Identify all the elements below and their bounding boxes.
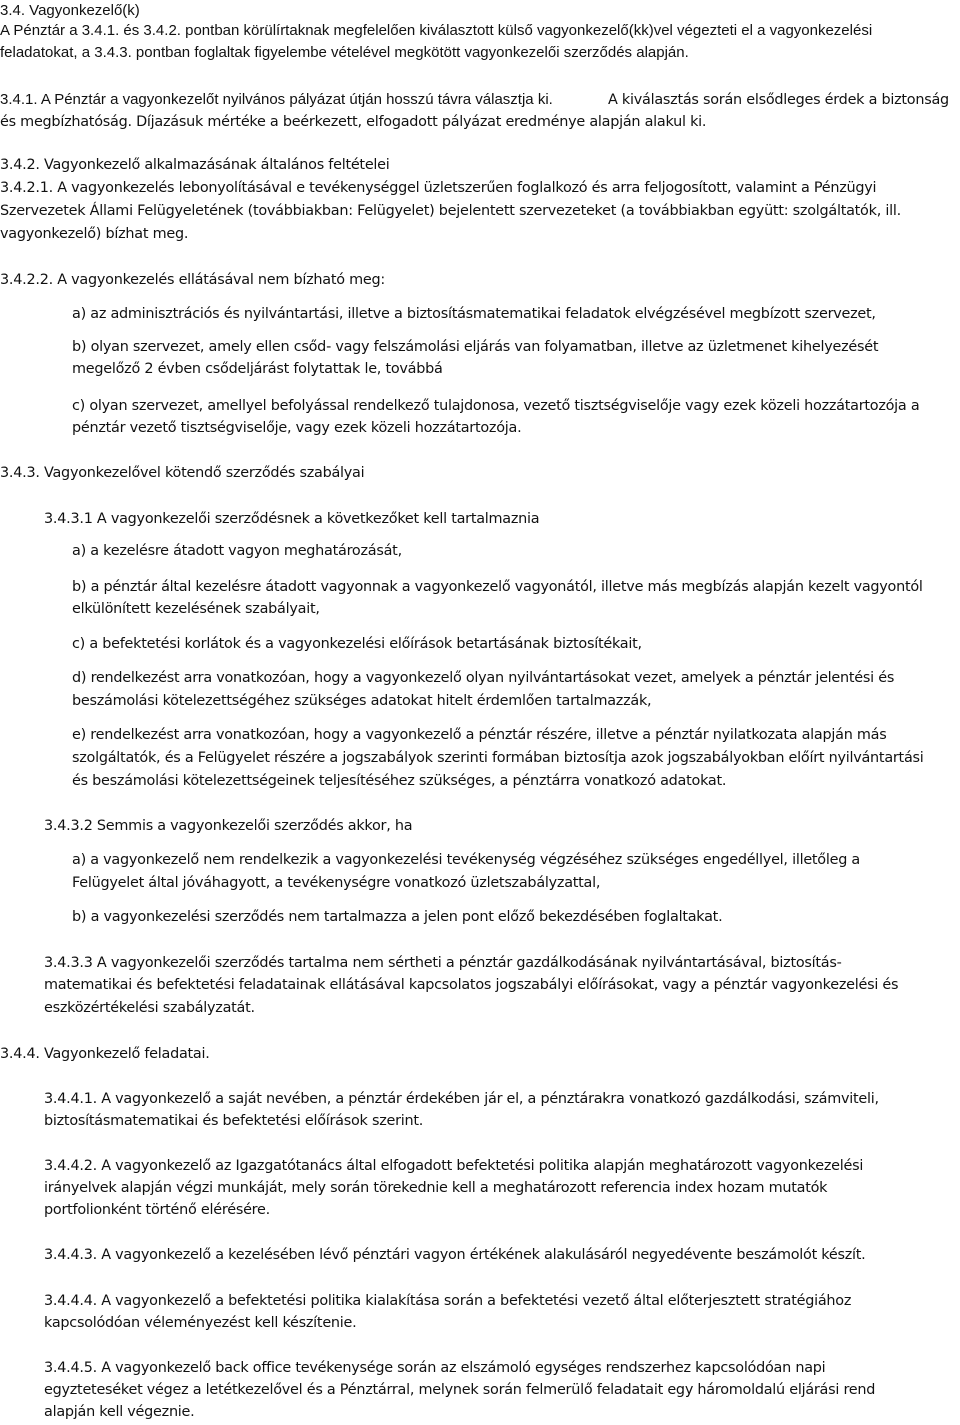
p3442-line-2: irányelvek alapján végzi munkáját, mely során törekednie kell a meghatározott referencia index hozam mutatók bbox=[44, 1180, 828, 1196]
p3422-item-a: a) az adminisztrációs és nyilvántartási, illetve a biztosításmatematikai feladatok elvégzésével megbízott szervezet, bbox=[72, 306, 876, 322]
p3431-item-d-line-2: beszámolási kötelezettségéhez szükséges adatokat hitelt érdemlően tartalmazzák, bbox=[72, 693, 652, 709]
p3432-item-a-line-1: a) a vagyonkezelő nem rendelkezik a vagyonkezelési tevékenység végzéséhez szükséges engedéllyel, illetőleg a bbox=[72, 852, 860, 868]
p3431-item-e-line-2: szolgáltatók, és a Felügyelet részére a jogszabályok szerinti formában biztosítja azok jogszabályokban előírt nyilvántartási bbox=[72, 750, 924, 766]
p3431-item-c: c) a befektetési korlátok és a vagyonkezelési előírások betartásának biztosítékait, bbox=[72, 636, 642, 652]
p341-line-1b: A kiválasztás során elsődleges érdek a biztonság bbox=[608, 92, 949, 108]
p3444-line-1: 3.4.4.4. A vagyonkezelő a befektetési politika kialakítása során a befektetési vezető által előterjesztett stratégiához bbox=[44, 1293, 852, 1309]
p341-line-2: és megbízhatóság. Díjazásuk mértéke a beérkezett, elfogadott pályázat eredménye alapján alakul ki. bbox=[0, 114, 707, 130]
p3431-item-b-line-1: b) a pénztár által kezelésre átadott vagyonnak a vagyonkezelő vagyonától, illetve más megbízás alapján kezelt vagyontól bbox=[72, 579, 923, 595]
p3444-line-2: kapcsolódóan véleményezést kell készítenie. bbox=[44, 1315, 357, 1331]
intro-line-1: A Pénztár a 3.4.1. és 3.4.2. pontban körülírtaknak megfelelően kiválasztott külső vagyonkezelő(kk)vel végezteti el a vagyonkezelési bbox=[0, 22, 873, 39]
intro-line-2: feladatokat, a 3.4.3. pontban foglaltak figyelembe vételével megkötött vagyonkezelői szerződés alapján. bbox=[0, 44, 689, 61]
heading-342: 3.4.2. Vagyonkezelő alkalmazásának általános feltételei bbox=[0, 157, 390, 173]
p3432-item-a-line-2: Felügyelet által jóváhagyott, a tevékenységre vonatkozó üzletszabályzattal, bbox=[72, 875, 601, 891]
p3432-lead: 3.4.3.2 Semmis a vagyonkezelői szerződés akkor, ha bbox=[44, 818, 413, 834]
p3441-line-1: 3.4.4.1. A vagyonkezelő a saját nevében, a pénztár érdekében jár el, a pénztárakra vonatkozó gazdálkodási, számviteli, bbox=[44, 1091, 879, 1107]
p3421-line-2: Szervezetek Állami Felügyeletének (továbbiakban: Felügyelet) bejelentett szervezeteket (a továbbiakban együtt: szolgáltatók, ill. bbox=[0, 203, 901, 219]
p3442-line-1: 3.4.4.2. A vagyonkezelő az Igazgatótanács által elfogadott befektetési politika alapján meghatározott vagyonkezelési bbox=[44, 1158, 864, 1174]
p3431-item-a: a) a kezelésre átadott vagyon meghatározását, bbox=[72, 543, 402, 559]
p3445-line-1: 3.4.4.5. A vagyonkezelő back office tevékenysége során az elszámoló egységes rendszerhez kapcsolódóan napi bbox=[44, 1360, 826, 1376]
p3432-item-b: b) a vagyonkezelési szerződés nem tartalmazza a jelen pont előző bekezdésében foglaltakat. bbox=[72, 909, 723, 925]
heading-343: 3.4.3. Vagyonkezelővel kötendő szerződés szabályai bbox=[0, 465, 365, 481]
p3431-item-e-line-3: és beszámolási kötelezettségeinek teljesítéséhez szükséges, a pénztárra vonatkozó adatokat. bbox=[72, 773, 727, 789]
p3422-item-b-line-2: megelőző 2 évben csődeljárást folytattak le, továbbá bbox=[72, 361, 443, 377]
p3443: 3.4.4.3. A vagyonkezelő a kezelésében lévő pénztári vagyon értékének alakulásáról negyedévente beszámolót készít. bbox=[44, 1247, 866, 1263]
p3441-line-2: biztosításmatematikai és befektetési előírások szerint. bbox=[44, 1113, 424, 1129]
p3431-item-e-line-1: e) rendelkezést arra vonatkozóan, hogy a vagyonkezelő a pénztár részére, illetve a pénztár nyilatkozata alapján más bbox=[72, 727, 887, 743]
p3431-lead: 3.4.3.1 A vagyonkezelői szerződésnek a következőket kell tartalmaznia bbox=[44, 511, 540, 527]
p3421-line-3: vagyonkezelő) bízhat meg. bbox=[0, 226, 189, 242]
p3442-line-3: portfolionként történő elérésére. bbox=[44, 1202, 270, 1218]
p3422-item-b-line-1: b) olyan szervezet, amely ellen csőd- vagy felszámolási eljárás van folyamatban, illetve az üzletmenet kihelyezését bbox=[72, 339, 879, 355]
p3433-line-2: matematikai és befektetési feladatainak ellátásával kapcsolatos jogszabályi előírásokat, vagy a pénztár vagyonkezelési és bbox=[44, 977, 899, 993]
p3422-lead: 3.4.2.2. A vagyonkezelés ellátásával nem bízható meg: bbox=[0, 272, 386, 288]
p3421-line-1: 3.4.2.1. A vagyonkezelés lebonyolításával e tevékenységgel üzletszerűen foglalkozó és arra feljogosított, valamint a Pénzügyi bbox=[0, 180, 877, 196]
heading-344: 3.4.4. Vagyonkezelő feladatai. bbox=[0, 1046, 210, 1062]
p3431-item-b-line-2: elkülönített kezelésének szabályait, bbox=[72, 601, 320, 617]
p3445-line-3: alapján kell végeznie. bbox=[44, 1404, 195, 1420]
p3433-line-3: eszközértékelési szabályzatát. bbox=[44, 1000, 255, 1016]
p3431-item-d-line-1: d) rendelkezést arra vonatkozóan, hogy a vagyonkezelő olyan nyilvántartásokat vezet, amelyek a pénztár jelentési és bbox=[72, 670, 895, 686]
p3422-item-c-line-1: c) olyan szervezet, amellyel befolyással rendelkező tulajdonosa, vezető tisztségviselője vagy ezek közeli hozzátartozója a bbox=[72, 398, 920, 414]
p3422-item-c-line-2: pénztár vezető tisztségviselője, vagy ezek közeli hozzátartozója. bbox=[72, 420, 522, 436]
p3445-line-2: egyzteteséket végez a letétkezelővel és a Pénztárral, melynek során felmerülő feladatait egy háromoldalú eljárási rend bbox=[44, 1382, 876, 1398]
p341-line-1a: 3.4.1. A Pénztár a vagyonkezelőt nyilvános pályázat útján hosszú távra választja ki. bbox=[0, 91, 553, 108]
p3433-line-1: 3.4.3.3 A vagyonkezelői szerződés tartalma nem sértheti a pénztár gazdálkodásának nyilvántartásával, biztosítás- bbox=[44, 955, 842, 971]
section-heading: 3.4. Vagyonkezelő(k) bbox=[0, 2, 140, 19]
